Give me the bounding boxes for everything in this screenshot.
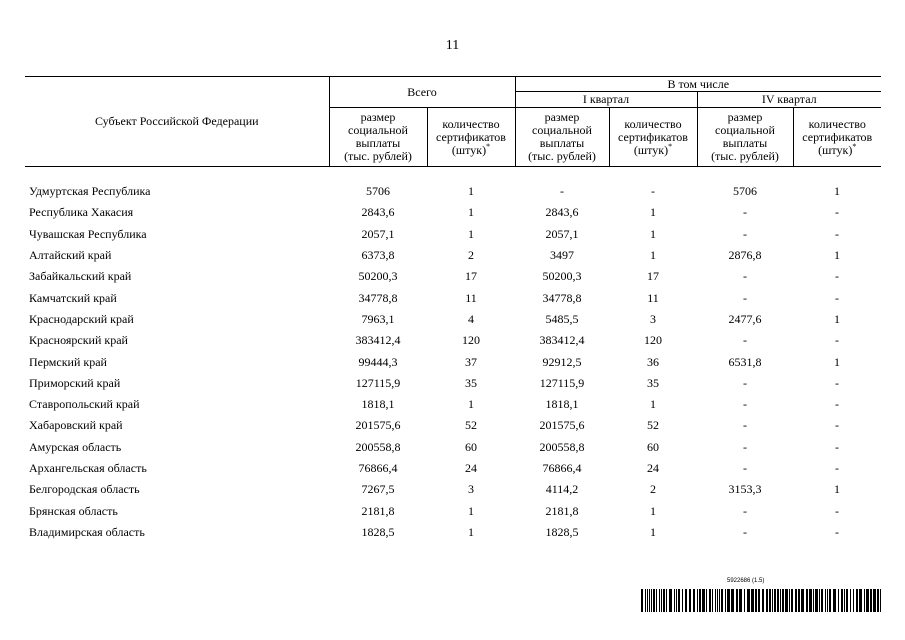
table-row xyxy=(25,266,881,287)
q4-amount-cell: - xyxy=(743,375,747,390)
barcode-bar xyxy=(762,589,764,612)
barcode-bar xyxy=(798,589,800,612)
barcode-bar xyxy=(682,589,683,612)
barcode-bar xyxy=(725,589,726,612)
total-amount-cell: 2843,6 xyxy=(361,205,395,220)
total-count-cell: 1 xyxy=(468,226,474,241)
q1-count-cell: 60 xyxy=(647,439,659,454)
barcode-bar xyxy=(769,589,771,612)
q1-amount-cell: 76866,4 xyxy=(542,461,582,475)
q1-amount-cell: 50200,3 xyxy=(542,269,582,284)
table-row xyxy=(25,181,881,202)
q1-count-cell: 1 xyxy=(650,397,656,412)
total-amount-cell: 2057,1 xyxy=(361,226,395,241)
q4-amount-cell: 6531,8 xyxy=(728,354,762,369)
table-row xyxy=(25,500,881,521)
q4-count-cell: - xyxy=(835,205,839,220)
table-row xyxy=(25,394,881,415)
subject-name-cell: Забайкальский край xyxy=(29,269,132,284)
q1-count-cell: 52 xyxy=(647,418,659,433)
total-count-cell: 1 xyxy=(468,397,474,412)
q4-amount-cell: 2477,6 xyxy=(728,311,762,326)
barcode-bar xyxy=(782,589,784,612)
q1-amount-cell: 2057,1 xyxy=(545,226,579,241)
q4-amount-cell: - xyxy=(743,290,747,305)
q1-count-cell: 1 xyxy=(650,248,656,263)
barcode-bar xyxy=(656,589,657,612)
subject-name-cell: Камчатский край xyxy=(29,290,117,305)
total-count-cell: 17 xyxy=(465,269,477,284)
table-row xyxy=(25,287,881,308)
subject-name-cell: Владимирская область xyxy=(29,524,145,539)
subject-name-cell: Алтайский край xyxy=(29,248,112,263)
total-count-cell: 60 xyxy=(465,439,477,454)
total-count-cell: 35 xyxy=(465,375,477,390)
barcode-bar xyxy=(663,589,665,612)
subject-name-cell: Хабаровский край xyxy=(29,418,123,433)
barcode-bar xyxy=(641,589,643,612)
total-count-cell: 2 xyxy=(468,248,474,263)
q4-amount-cell: 3153,3 xyxy=(728,482,762,497)
subject-name-cell: Краснодарский край xyxy=(29,311,134,326)
barcode-bar xyxy=(846,589,848,612)
q4-amount-cell: - xyxy=(743,333,747,348)
table-row xyxy=(25,479,881,500)
q4-count-cell: - xyxy=(835,503,839,518)
barcode-bar xyxy=(659,589,660,612)
q4-amount-cell: - xyxy=(743,461,747,475)
barcode-bar xyxy=(815,589,818,612)
subject-name-cell: Республика Хакасия xyxy=(29,205,134,220)
q1-amount-header: размер социальной выплаты (тыс. рублей) xyxy=(515,108,609,167)
total-count-header: количество сертификатов (штук)* xyxy=(427,108,515,167)
barcode-bar xyxy=(712,589,713,612)
q4-count-cell: - xyxy=(835,397,839,412)
q1-amount-cell: 200558,8 xyxy=(539,439,585,454)
barcode-bar xyxy=(709,589,711,612)
q4-amount-header: размер социальной выплаты (тыс. рублей) xyxy=(697,108,793,167)
total-amount-header: размер социальной выплаты (тыс. рублей) xyxy=(329,108,427,167)
social-payments-table xyxy=(25,76,881,543)
table-header xyxy=(25,77,881,167)
barcode-bar xyxy=(736,589,738,612)
q4-amount-cell: - xyxy=(743,503,747,518)
q4-column-header: IV квартал xyxy=(697,92,881,108)
q4-count-cell: 1 xyxy=(834,311,840,326)
table-row xyxy=(25,458,881,479)
q4-amount-cell: - xyxy=(743,439,747,454)
total-count-cell: 52 xyxy=(465,418,477,433)
total-amount-cell: 200558,8 xyxy=(355,439,401,454)
q1-count-cell: 17 xyxy=(647,269,659,284)
total-amount-cell: 1828,5 xyxy=(361,524,395,539)
barcode-bar xyxy=(825,589,826,612)
q4-count-cell: 1 xyxy=(834,184,840,199)
barcode-bar xyxy=(739,589,742,612)
total-amount-cell: 1818,1 xyxy=(361,397,395,412)
q1-amount-cell: 5485,5 xyxy=(545,311,579,326)
total-amount-cell: 201575,6 xyxy=(355,418,401,433)
q4-amount-cell: 2876,8 xyxy=(728,248,762,263)
barcode-bar xyxy=(697,589,698,612)
barcode-bar xyxy=(669,589,672,612)
q4-count-cell: 1 xyxy=(834,354,840,369)
barcode-bar xyxy=(795,589,797,612)
barcode-bar xyxy=(774,589,776,612)
barcode-bar xyxy=(829,589,831,612)
subject-name-cell: Приморский край xyxy=(29,375,121,390)
barcode-bar xyxy=(702,589,705,612)
barcode-bar xyxy=(678,589,680,612)
total-amount-cell: 99444,3 xyxy=(358,354,398,369)
barcode-bar xyxy=(755,589,757,612)
table-row xyxy=(25,437,881,458)
total-amount-cell: 127115,9 xyxy=(355,375,401,390)
barcode-bar xyxy=(772,589,773,612)
table-row xyxy=(25,245,881,266)
q4-count-header: количество сертификатов (штук)* xyxy=(793,108,881,167)
barcode-bar xyxy=(838,589,839,612)
total-count-cell: 4 xyxy=(468,311,474,326)
q4-amount-cell: 5706 xyxy=(733,184,757,199)
table-row xyxy=(25,373,881,394)
barcode-bar xyxy=(717,589,718,612)
subject-name-cell: Чувашская Республика xyxy=(29,226,147,241)
q4-amount-cell: - xyxy=(743,226,747,241)
q1-amount-cell: 4114,2 xyxy=(545,482,579,497)
q1-count-cell: - xyxy=(651,184,655,199)
barcode-bar xyxy=(751,589,754,612)
q4-amount-cell: - xyxy=(743,397,747,412)
subject-name-cell: Пермский край xyxy=(29,354,107,369)
barcode-bar xyxy=(870,589,872,612)
barcode-bar xyxy=(785,589,788,612)
q1-count-cell: 1 xyxy=(650,226,656,241)
q1-amount-cell: 127115,9 xyxy=(539,375,585,390)
q4-amount-cell: - xyxy=(743,418,747,433)
barcode-bar xyxy=(853,589,854,612)
q1-amount-cell: 383412,4 xyxy=(539,333,585,348)
barcode-bar xyxy=(827,589,828,612)
barcode-bar xyxy=(780,589,781,612)
q1-count-cell: 1 xyxy=(650,503,656,518)
total-count-cell: 1 xyxy=(468,503,474,518)
barcode-bar xyxy=(649,589,650,612)
q1-amount-cell: - xyxy=(560,184,564,199)
barcode-bar xyxy=(850,589,851,612)
total-amount-cell: 6373,8 xyxy=(361,248,395,263)
q4-count-cell: - xyxy=(835,375,839,390)
q4-count-cell: - xyxy=(835,290,839,305)
total-amount-cell: 383412,4 xyxy=(355,333,401,348)
barcode-bar xyxy=(833,589,836,612)
barcode-bar xyxy=(859,589,862,612)
subject-name-cell: Амурская область xyxy=(29,439,122,454)
barcode-icon xyxy=(641,589,881,612)
barcode-bar xyxy=(880,589,881,612)
q4-count-cell: - xyxy=(835,439,839,454)
table-row xyxy=(25,224,881,245)
barcode-bar xyxy=(719,589,720,612)
barcode-bar xyxy=(791,589,793,612)
q1-count-cell: 36 xyxy=(647,354,659,369)
table-row xyxy=(25,351,881,372)
q1-amount-cell: 3497 xyxy=(550,248,574,263)
subject-name-cell: Архангельская область xyxy=(29,461,147,475)
total-amount-cell: 2181,8 xyxy=(361,503,395,518)
q4-count-cell: 1 xyxy=(834,482,840,497)
table-body xyxy=(25,167,881,544)
barcode-bar xyxy=(699,589,701,612)
barcode-bar xyxy=(689,589,691,612)
total-amount-cell: 50200,3 xyxy=(358,269,398,284)
total-count-cell: 11 xyxy=(465,290,477,305)
barcode-bar xyxy=(801,589,804,612)
total-amount-cell: 34778,8 xyxy=(358,290,398,305)
barcode-bar xyxy=(809,589,812,612)
q1-count-cell: 1 xyxy=(650,205,656,220)
table-spacer xyxy=(25,167,881,182)
footnote-mark: * xyxy=(852,141,857,151)
barcode-bar xyxy=(647,589,648,612)
subject-name-cell: Брянская область xyxy=(29,503,118,518)
q4-count-cell: - xyxy=(835,524,839,539)
q4-count-cell: - xyxy=(835,226,839,241)
barcode-bar xyxy=(715,589,716,612)
subject-name-cell: Ставропольский край xyxy=(29,397,140,412)
q4-count-cell: - xyxy=(835,269,839,284)
barcode-bar xyxy=(789,589,790,612)
barcode-bar xyxy=(645,589,646,612)
q4-count-cell: 1 xyxy=(834,248,840,263)
subject-name-cell: Белгородская область xyxy=(29,482,140,497)
total-count-cell: 3 xyxy=(468,482,474,497)
table-row xyxy=(25,330,881,351)
barcode-bar xyxy=(856,589,858,612)
q1-amount-cell: 2181,8 xyxy=(545,503,579,518)
barcode-bar xyxy=(676,589,677,612)
barcode-bar xyxy=(841,589,843,612)
q1-amount-cell: 2843,6 xyxy=(545,205,579,220)
q4-amount-cell: - xyxy=(743,205,747,220)
barcode-bar xyxy=(758,589,760,612)
q1-amount-cell: 201575,6 xyxy=(539,418,585,433)
barcode-bar xyxy=(674,589,675,612)
footnote-mark: * xyxy=(486,141,491,151)
q1-count-cell: 120 xyxy=(644,333,662,348)
subject-name-cell: Красноярский край xyxy=(29,333,128,348)
table-row xyxy=(25,202,881,223)
table-row xyxy=(25,522,881,543)
q1-amount-cell: 1828,5 xyxy=(545,524,579,539)
q4-amount-cell: - xyxy=(743,269,747,284)
barcode-bar xyxy=(706,589,707,612)
barcode-bar xyxy=(685,589,687,612)
q4-count-cell: - xyxy=(835,333,839,348)
table-row xyxy=(25,309,881,330)
total-count-cell: 37 xyxy=(465,354,477,369)
subject-column-header: Субъект Российской Федерации xyxy=(25,77,329,167)
q1-count-cell: 11 xyxy=(647,290,659,305)
barcode-bar xyxy=(813,589,814,612)
q4-count-cell: - xyxy=(835,461,839,475)
barcode-bar xyxy=(806,589,808,612)
barcode-caption: 5922686 (1.5) xyxy=(727,578,765,584)
barcode-bar xyxy=(666,589,667,612)
total-column-header: Всего xyxy=(329,77,515,108)
q1-count-cell: 3 xyxy=(650,311,656,326)
barcode-bar xyxy=(693,589,695,612)
page-number: 11 xyxy=(445,38,460,53)
barcode-bar xyxy=(727,589,730,612)
barcode-bar xyxy=(866,589,869,612)
q4-amount-cell: - xyxy=(743,524,747,539)
including-column-header: В том числе xyxy=(515,77,881,92)
total-amount-cell: 76866,4 xyxy=(358,461,398,475)
barcode-bar xyxy=(766,589,768,612)
total-count-cell: 1 xyxy=(468,524,474,539)
barcode-bar xyxy=(721,589,723,612)
barcode-bar xyxy=(731,589,734,612)
barcode-bar xyxy=(653,589,655,612)
q1-amount-cell: 92912,5 xyxy=(542,354,582,369)
barcode-bar xyxy=(777,589,779,612)
barcode-bar xyxy=(651,589,652,612)
q1-amount-cell: 1818,1 xyxy=(545,397,579,412)
q1-count-cell: 24 xyxy=(647,461,659,475)
q1-count-cell: 2 xyxy=(650,482,656,497)
q1-count-header: количество сертификатов (штук)* xyxy=(609,108,697,167)
q1-count-cell: 1 xyxy=(650,524,656,539)
total-amount-cell: 5706 xyxy=(366,184,390,199)
subject-name-cell: Удмуртская Республика xyxy=(29,184,151,199)
barcode-bar xyxy=(744,589,745,612)
q4-count-cell: - xyxy=(835,418,839,433)
q1-column-header: I квартал xyxy=(515,92,697,108)
table-row xyxy=(25,415,881,436)
q1-count-cell: 35 xyxy=(647,375,659,390)
barcode-bar xyxy=(821,589,823,612)
total-count-cell: 120 xyxy=(462,333,480,348)
barcode-bar xyxy=(747,589,750,612)
total-amount-cell: 7963,1 xyxy=(361,311,395,326)
barcode-bar xyxy=(661,589,662,612)
total-amount-cell: 7267,5 xyxy=(361,482,395,497)
barcode-bar xyxy=(877,589,879,612)
barcode-bar xyxy=(819,589,820,612)
q1-amount-cell: 34778,8 xyxy=(542,290,582,305)
barcode-bar xyxy=(844,589,845,612)
barcode-bar xyxy=(873,589,876,612)
total-count-cell: 1 xyxy=(468,205,474,220)
total-count-cell: 24 xyxy=(465,461,477,475)
total-count-cell: 1 xyxy=(468,184,474,199)
footnote-mark: * xyxy=(668,141,673,151)
barcode-bar xyxy=(864,589,865,612)
